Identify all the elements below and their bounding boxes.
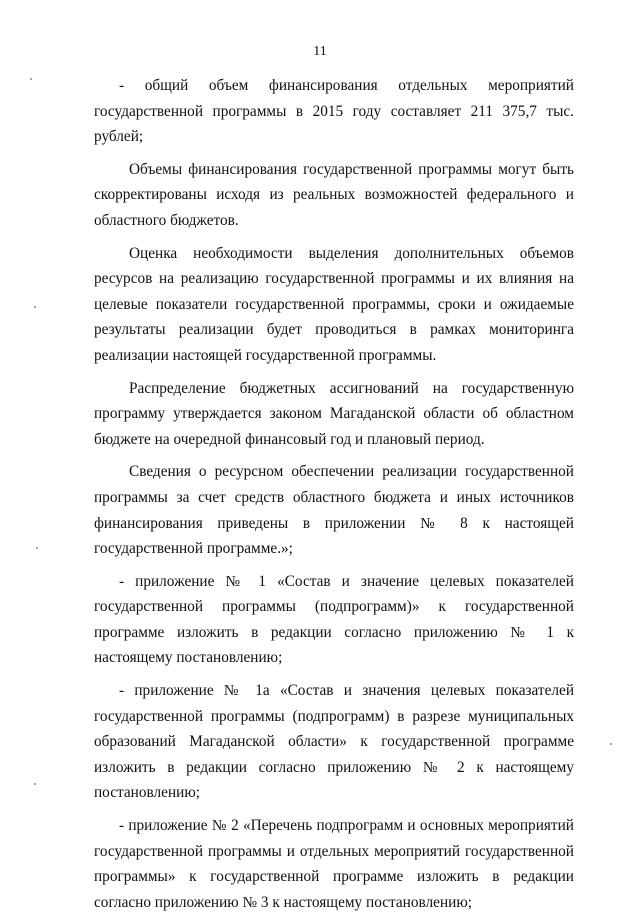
scan-speck [34,306,36,308]
paragraph-additional-resources: Оценка необходимости выделения дополнительных объемов ресурсов на реализацию государственной программы и их влияния на целевые показатели государственной программы, сроки и ожидаемые результаты реализации будет проводиться в рамках мониторинга реализации настоящей государственной программы. [94,244,574,364]
paragraph-resource-info: Сведения о ресурсном обеспечении реализации государственной программы за счет средств областного бюджета и иных источников финансирования приведены в приложении № 8 к настоящей государственной программе.»; [94,463,574,558]
document-body [94,73,574,922]
paragraph-budget-allocation: Распределение бюджетных ассигнований на государственную программу утверждается законом Магаданской области об областном бюджете на очередной финансовый год и плановый период. [94,379,574,448]
scan-speck [610,743,612,745]
paragraph-appendix-1: - приложение № 1 «Состав и значение целевых показателей государственной программы (подпрограмм)» к государственной программе изложить в редакции согласно приложению № 1 к настоящему постановлению; [94,572,574,667]
scan-speck [34,783,36,785]
paragraph-appendix-1a: - приложение № 1а «Состав и значения целевых показателей государственной программы (подпрограмм) в разрезе муниципальных образований Магаданской области» к государственной программе изложить в редакции согласно приложению № 2 к настоящему постановлению; [94,682,574,802]
paragraph-funding-2015: - общий объем финансирования отдельных мероприятий государственной программы в 2015 году составляет 211 375,7 тыс. рублей; [94,77,574,146]
scan-speck [36,547,38,549]
page-number: 11 [313,44,327,59]
paragraph-funding-adjustment: Объемы финансирования государственной программы могут быть скорректированы исходя из реальных возможностей федерального и областного бюджетов. [94,160,574,229]
paragraph-appendix-2: - приложение № 2 «Перечень подпрограмм и основных мероприятий государственной программы и отдельных мероприятий государственной программы» к государственной программе изложить в редакции согласно приложению № 3 к настоящему постановлению; [94,817,574,911]
scan-speck [30,78,32,80]
